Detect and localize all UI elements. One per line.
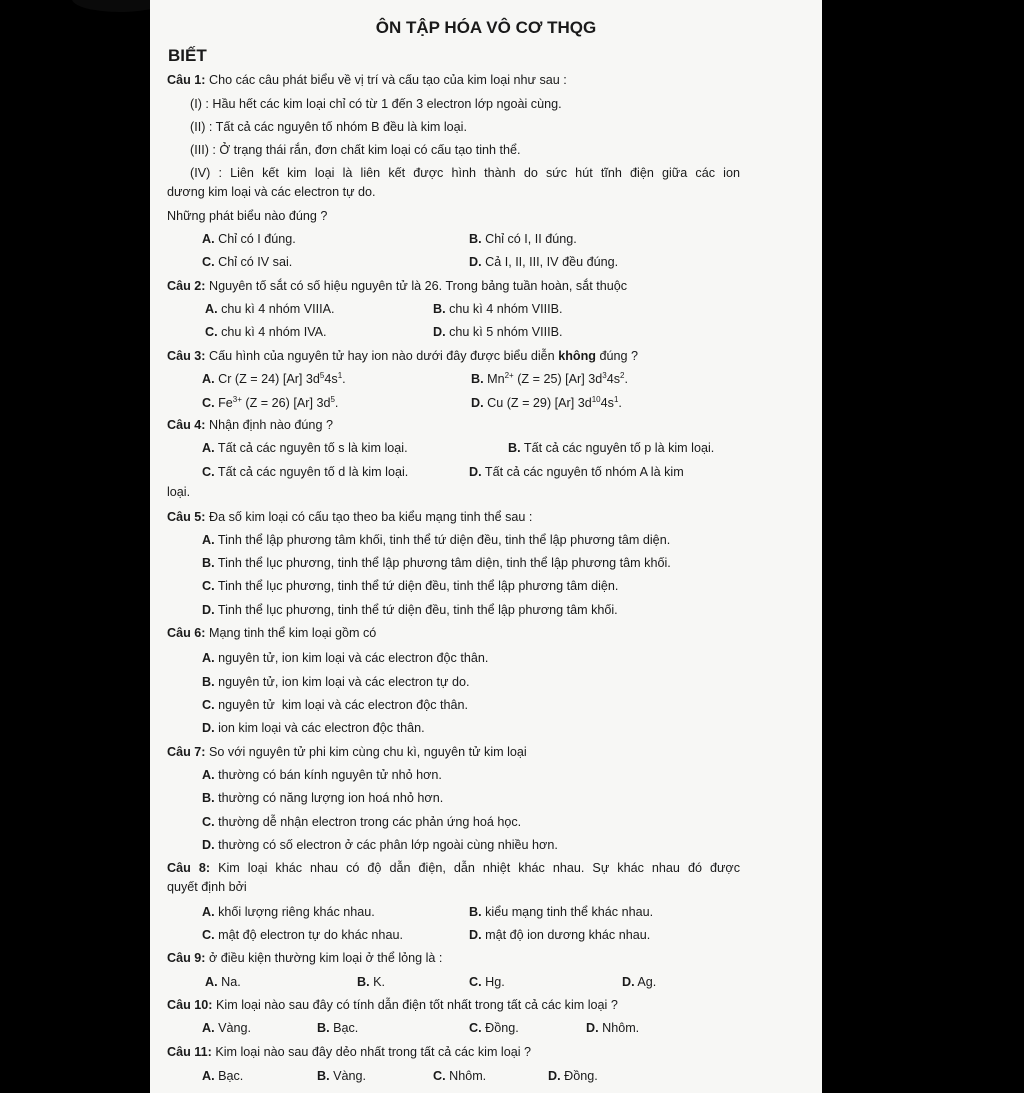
question-2: Câu 2: Nguyên tố sắt có số hiệu nguyên tử là 26. Trong bảng tuần hoàn, sắt thuộc <box>167 279 628 293</box>
option-c: C. nguyên tử kim loại và các electron độc thân. <box>202 698 469 712</box>
option-d: D. Tất cả các nguyên tố nhóm A là kim <box>469 465 684 479</box>
option-b: B. chu kì 4 nhóm VIIIB. <box>433 302 563 316</box>
option-d-cont: loại. <box>167 485 191 499</box>
option-b: B. kiểu mạng tinh thể khác nhau. <box>469 905 654 919</box>
option-c: C. mật độ electron tự do khác nhau. <box>202 928 403 942</box>
option-c: C. thường dễ nhận electron trong các phản ứng hoá học. <box>202 815 522 829</box>
question-10: Câu 10: Kim loại nào sau đây có tính dẫn điện tốt nhất trong tất cả các kim loại ? <box>167 998 618 1012</box>
statement-4-cont: dương kim loại và các electron tự do. <box>167 185 376 199</box>
option-d: D. Đồng. <box>548 1069 598 1083</box>
question-5: Câu 5: Đa số kim loại có cấu tạo theo ba kiểu mạng tinh thể sau : <box>167 510 533 524</box>
option-c: C. Chỉ có IV sai. <box>202 255 293 269</box>
option-c: C. Đồng. <box>469 1021 519 1035</box>
option-c: C. Nhôm. <box>433 1069 487 1083</box>
option-a: A. nguyên tử, ion kim loại và các electron độc thân. <box>202 651 489 665</box>
option-c: C. Hg. <box>469 975 505 989</box>
statement-3: (III) : Ở trạng thái rắn, đơn chất kim loại có cấu tạo tinh thể. <box>190 143 521 157</box>
question-8: Câu 8: Kim loại khác nhau có độ dẫn điện, dẫn nhiệt khác nhau. Sự khác nhau đó được <box>167 861 740 875</box>
option-c: C. $Fe^{3+}$ (Z = 26) [Ar] $3d^5$. <box>202 394 339 410</box>
question-3: Câu 3: Cấu hình của nguyên tử hay ion nào dưới đây được biểu diễn không đúng ? <box>167 349 638 363</box>
option-d: D. ion kim loại và các electron độc thân. <box>202 721 425 735</box>
document-page <box>150 0 822 1093</box>
question-1: Câu 1: Cho các câu phát biểu về vị trí và cấu tạo của kim loại như sau : <box>167 73 567 87</box>
question-9: Câu 9: ở điều kiện thường kim loại ở thể lỏng là : <box>167 951 443 965</box>
statement-2: (II) : Tất cả các nguyên tố nhóm B đều là kim loại. <box>190 120 467 134</box>
option-a: A. khối lượng riêng khác nhau. <box>202 905 375 919</box>
option-b: B. nguyên tử, ion kim loại và các electron tự do. <box>202 675 470 689</box>
option-a: A. Vàng. <box>202 1021 252 1035</box>
option-d: D. Cả I, II, III, IV đều đúng. <box>469 255 619 269</box>
option-a: A. Chỉ có I đúng. <box>202 232 296 246</box>
question-prompt: Những phát biểu nào đúng ? <box>167 209 328 223</box>
question-7: Câu 7: So với nguyên tử phi kim cùng chu kì, nguyên tử kim loại <box>167 745 527 759</box>
option-b: B. thường có năng lượng ion hoá nhỏ hơn. <box>202 791 444 805</box>
section-heading: BIẾT <box>168 46 207 65</box>
statement-4: (IV) : Liên kết kim loại là liên kết được hình thành do sức hút tĩnh điện giữa các ion <box>190 166 740 180</box>
option-b: B. Tất cả các nguyên tố p là kim loại. <box>508 441 715 455</box>
page-title: ÔN TẬP HÓA VÔ CƠ THQG <box>375 18 597 37</box>
option-a: A. Na. <box>205 975 241 989</box>
option-b: B. Tinh thể lục phương, tinh thể lập phương tâm diện, tinh thể lập phương tâm khối. <box>202 556 671 570</box>
option-b: B. Chỉ có I, II đúng. <box>469 232 577 246</box>
question-11: Câu 11: Kim loại nào sau đây dẻo nhất trong tất cả các kim loại ? <box>167 1045 532 1059</box>
option-b: B. $Mn^{2+}$ (Z = 25) [Ar] $3d^34s^2$. <box>471 370 628 386</box>
statement-1: (I) : Hầu hết các kim loại chỉ có từ 1 đến 3 electron lớp ngoài cùng. <box>190 97 562 111</box>
question-6: Câu 6: Mạng tinh thể kim loại gồm có <box>167 626 377 640</box>
option-a: A. Bạc. <box>202 1069 244 1083</box>
option-b: B. K. <box>357 975 385 989</box>
option-c: C. chu kì 4 nhóm IVA. <box>205 325 327 339</box>
option-a: A. Tinh thể lập phương tâm khối, tinh thể tứ diện đều, tinh thể lập phương tâm diện. <box>202 533 671 547</box>
option-d: D. thường có số electron ở các phân lớp ngoài cùng nhiều hơn. <box>202 838 558 852</box>
option-d: D. Nhôm. <box>586 1021 640 1035</box>
option-b: B. Bạc. <box>317 1021 359 1035</box>
option-c: C. Tất cả các nguyên tố d là kim loại. <box>202 465 409 479</box>
question-8-cont: quyết định bởi <box>167 880 247 894</box>
option-d: D. Tinh thể lục phương, tinh thể tứ diện đều, tinh thể lập phương tâm khối. <box>202 603 618 617</box>
option-a: A. chu kì 4 nhóm VIIIA. <box>205 302 335 316</box>
option-a: A. Tất cả các nguyên tố s là kim loại. <box>202 441 408 455</box>
option-d: D. mật độ ion dương khác nhau. <box>469 928 651 942</box>
option-c: C. Tinh thể lục phương, tinh thể tứ diện đều, tinh thể lập phương tâm diện. <box>202 579 619 593</box>
question-4: Câu 4: Nhận định nào đúng ? <box>167 418 333 432</box>
option-b: B. Vàng. <box>317 1069 367 1083</box>
option-d: D. Cu (Z = 29) [Ar] $3d^{10}4s^1$. <box>471 394 622 410</box>
option-d: D. Ag. <box>622 975 657 989</box>
option-a: A. thường có bán kính nguyên tử nhỏ hơn. <box>202 768 442 782</box>
option-a: A. Cr (Z = 24) [Ar] $3d^54s^1$. <box>202 370 346 386</box>
option-d: D. chu kì 5 nhóm VIIIB. <box>433 325 563 339</box>
